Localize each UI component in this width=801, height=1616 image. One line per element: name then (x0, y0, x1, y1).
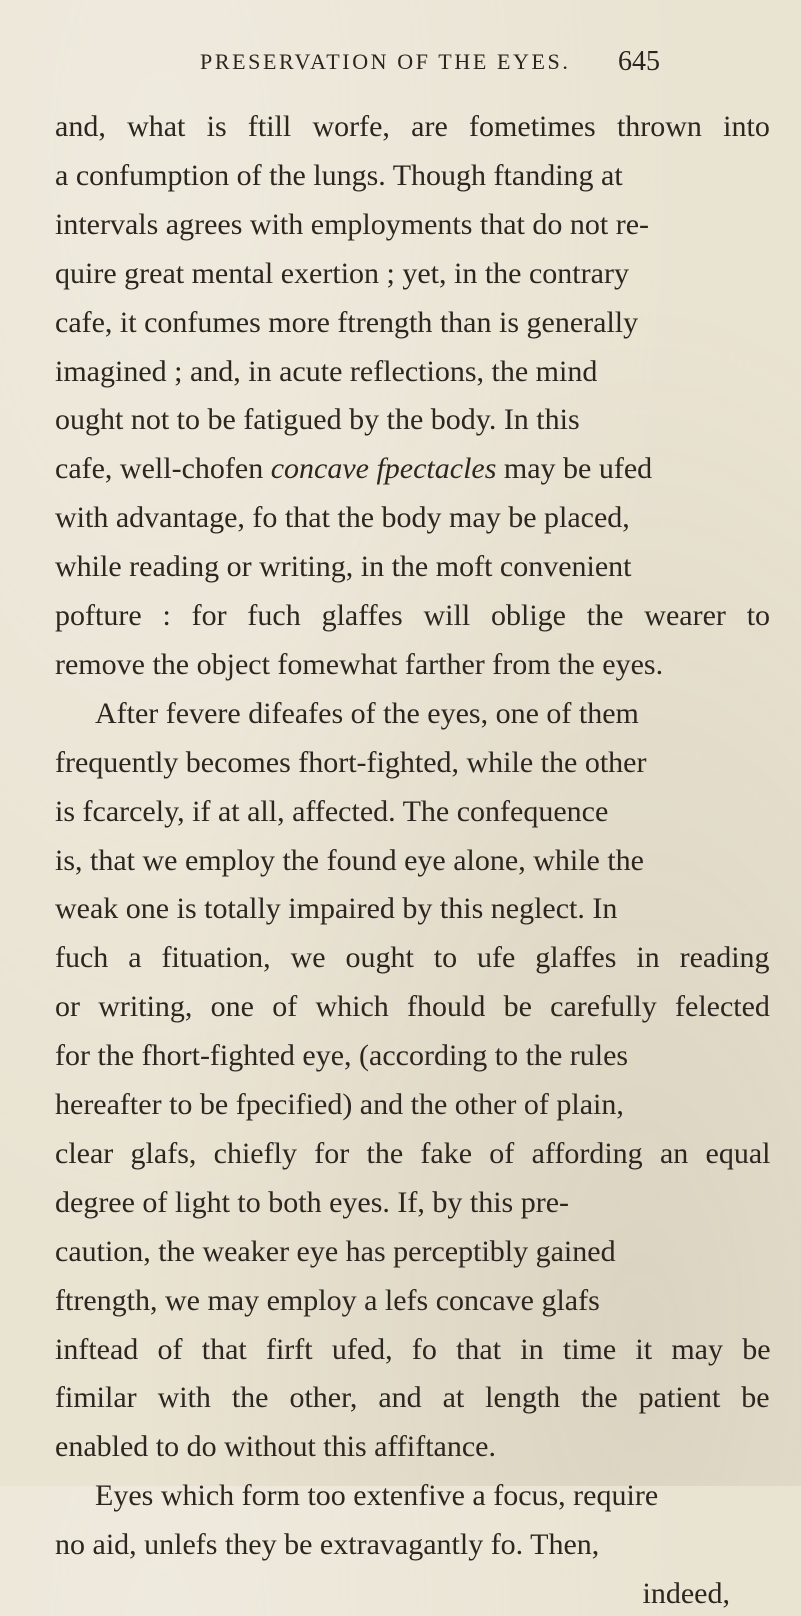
text-line: enabled to do without this affiftance. (55, 1430, 496, 1464)
text-line: inftead of that firft ufed, fo that in time it may be (55, 1332, 771, 1366)
text-line: imagined ; and, in acute reflections, the mind (55, 354, 598, 388)
text-line: clear glafs, chiefly for the fake of affording an equal (55, 1136, 771, 1170)
text-line: remove the object fomewhat farther from the eyes. (55, 647, 664, 681)
text-line: fuch a fituation, we ought to ufe glaffes in reading (55, 941, 770, 975)
text-line: hereafter to be fpecified) and the other of plain, (55, 1088, 624, 1121)
page-number: 645 (618, 46, 660, 77)
text-line: a confumption of the lungs. Though ftanding at (55, 158, 623, 192)
text-line: frequently becomes fhort-fighted, while the other (55, 745, 647, 779)
running-title: PRESERVATION OF THE EYES. (200, 49, 571, 74)
text-line: while reading or writing, in the moft convenient (55, 550, 632, 584)
text-line: weak one is totally impaired by this neglect. In (55, 892, 618, 926)
text-line: or writing, one of which fhould be carefully felected (55, 990, 770, 1024)
text-line: After fevere difeafes of the eyes, one of them (95, 696, 639, 730)
text-line: quire great mental exertion ; yet, in the contrary (55, 256, 629, 290)
text-line: no aid, unlefs they be extravagantly fo. Then, (55, 1528, 600, 1562)
text-line: intervals agrees with employments that do not re- (55, 207, 650, 241)
text-line: degree of light to both eyes. If, by this pre- (55, 1185, 570, 1219)
text-line: cafe, it confumes more ftrength than is generally (55, 305, 639, 339)
text-line: with advantage, fo that the body may be placed, (55, 501, 630, 535)
text-line: fimilar with the other, and at length the patient be (55, 1381, 770, 1415)
text-line: for the fhort-fighted eye, (according to the rules (55, 1039, 629, 1073)
text-line: ftrength, we may employ a lefs concave glafs (55, 1283, 600, 1317)
text-line (55, 447, 652, 491)
text-segment: cafe, well-chofen (55, 452, 271, 486)
text-line: Eyes which form too extenfive a focus, require (95, 1479, 659, 1513)
text-line: caution, the weaker eye has perceptibly gained (55, 1234, 616, 1268)
italic-phrase: concave fpectacles (270, 452, 497, 486)
text-segment: may be ufed (496, 452, 653, 486)
text-line: is, that we employ the found eye alone, while the (55, 843, 644, 877)
catchword: indeed, (642, 1577, 730, 1610)
text-line: pofture : for fuch glaffes will oblige the wearer to (55, 599, 771, 632)
text-line: ought not to be fatigued by the body. In this (55, 403, 580, 437)
running-head (200, 44, 720, 80)
text-line: is fcarcely, if at all, affected. The confequence (55, 794, 609, 828)
text-line: and, what is ftill worfe, are fometimes thrown into (55, 110, 770, 143)
